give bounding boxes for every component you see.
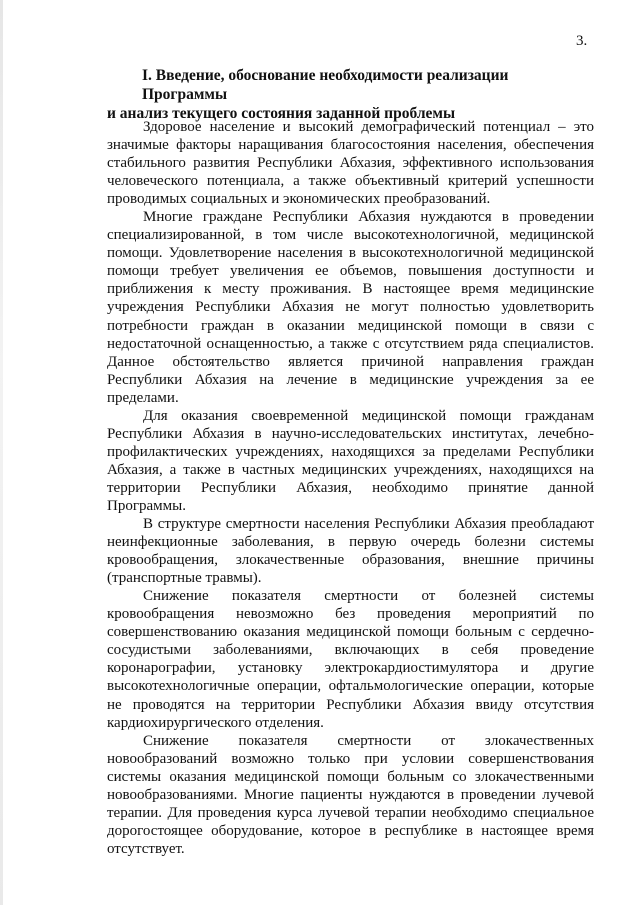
section-heading-line-1: I. Введение, обоснование необходимости реализации Программы [142, 67, 509, 103]
paragraph: Снижение показателя смертности от болезней системы кровообращения невозможно без проведения мероприятий по совершенствованию оказания медицинской помощи больным с сердечно-сосудистыми заболеваниями, включающих в себя проведение коронарографии, установку электрокардиостимулятора и другие высокотехнологичные операции, офтальмологические операции, которые не проводятся на территории Республики Абхазия ввиду отсутствия кардиохирургического отделения. [107, 588, 594, 731]
paragraph: Для оказания своевременной медицинской помощи гражданам Республики Абхазия в научно-исследовательских институтах, лечебно-профилактических учреждениях, находящихся за пределами Республики Абхазия, а также в частных медицинских учреждениях, находящихся на территории Республики Абхазия, необходимо принятие данной Программы. [107, 407, 594, 514]
section-heading [107, 66, 593, 123]
page-number: 3. [576, 33, 588, 49]
paragraph: Здоровое население и высокий демографический потенциал – это значимые факторы наращивания благосостояния населения, обеспечения стабильного развития Республики Абхазия, эффективного использования человеческого потенциала, а также объективный критерий успешности проводимых социальных и экономических преобразований. [107, 119, 594, 208]
section-heading-line-2: и анализ текущего состояния заданной проблемы [107, 105, 456, 122]
scan-edge-shadow [0, 0, 3, 905]
paragraph: В структуре смертности населения Республики Абхазия преобладают неинфекционные заболевания, в первую очередь болезни системы кровообращения, злокачественные образования, внешние причины (транспортные травмы). [107, 516, 594, 587]
paragraph: Многие граждане Республики Абхазия нуждаются в проведении специализированной, в том числе высокотехнологичной, медицинской помощи. Удовлетворение населения в высокотехнологичной медицинской помощи требует увеличения ее объемов, повышения доступности и приближения к месту проживания. В настоящее время медицинские учреждения Республики Абхазия не могут полностью удовлетворить потребности граждан в оказании медицинской помощи в связи с недостаточной оснащенностью, а также с отсутствием ряда специалистов. Данное обстоятельство является причиной направления граждан Республики Абхазия на лечение в медицинские учреждения за ее пределами. [107, 209, 594, 406]
paragraph: Снижение показателя смертности от злокачественных новообразований возможно только при условии совершенствования системы оказания медицинской помощи больным со злокачественными новообразованиями. Многие пациенты нуждаются в проведении лучевой терапии. Для проведения курса лучевой терапии необходимо специальное дорогостоящее оборудование, которое в республике в настоящее время отсутствует. [107, 732, 594, 857]
body-text [107, 118, 594, 858]
